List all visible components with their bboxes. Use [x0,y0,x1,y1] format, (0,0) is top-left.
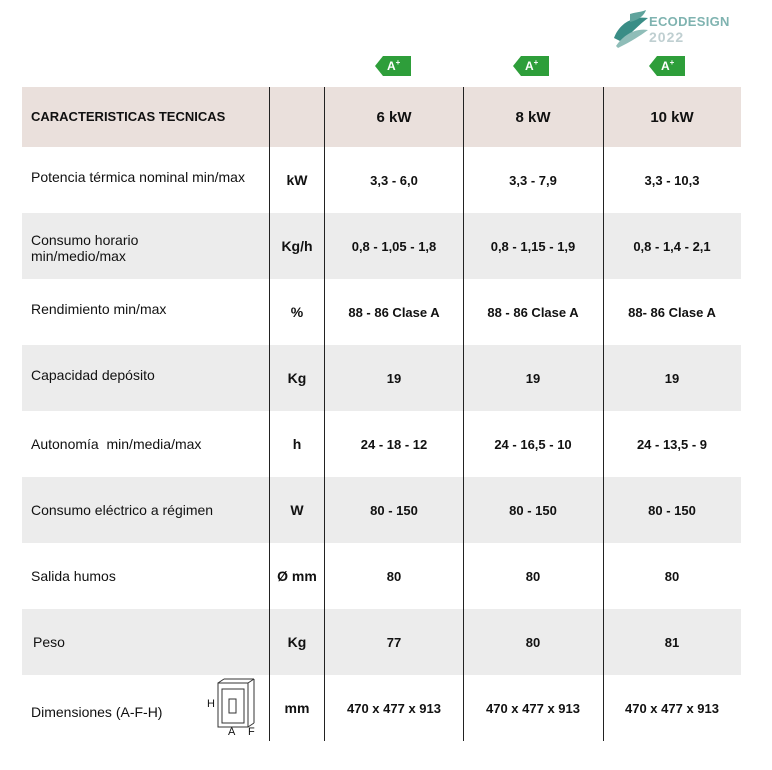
logo-text-ecodesign: ECODESIGN [649,14,730,29]
table-row: Rendimiento min/max % 88 - 86 Clase A 88 - 86 Clase A 88- 86 Clase A [31,301,716,320]
table-row: Consumo eléctrico a régimen W 80 - 150 80 - 150 80 - 150 [22,477,741,543]
energy-class-badge: A+ [513,56,549,76]
table-row: Peso Kg 77 80 81 [22,609,741,675]
header-unit [271,87,323,147]
column-divider [324,87,325,741]
table-header-row [22,87,741,147]
header-title: CARACTERISTICAS TECNICAS [31,109,226,124]
table-row: Dimensiones (A-F-H) H A F mm 470 x 477 x 913 470 x 477 x 913 470 x 477 x 913 [22,675,741,741]
ecodesign-logo [610,6,730,50]
energy-class-badge: A+ [375,56,411,76]
header-col-8kw: 8 kW [515,108,551,126]
column-divider [603,87,604,741]
table-row: Potencia térmica nominal min/max kW 3,3 - 6,0 3,3 - 7,9 3,3 - 10,3 [31,169,700,188]
column-divider [463,87,464,741]
header-col-6kw: 6 kW [376,108,412,126]
leaf-logo-icon [610,8,650,48]
header-col-10kw: 10 kW [650,108,694,126]
energy-class-badge: A+ [649,56,685,76]
table-row: Consumo horario min/medio/max Kg/h 0,8 - 1,05 - 1,8 0,8 - 1,15 - 1,9 0,8 - 1,4 - 2,1 [22,213,741,279]
stove-dimensions-icon: H A F [204,675,256,741]
logo-text-year: 2022 [649,29,685,45]
table-row: Capacidad depósito Kg 19 19 19 [22,345,741,411]
table-row: Autonomía min/media/max h 24 - 18 - 12 24 - 16,5 - 10 24 - 13,5 - 9 [31,436,708,452]
table-row: Salida humos Ø mm 80 80 80 [31,568,680,584]
column-divider [269,87,270,741]
